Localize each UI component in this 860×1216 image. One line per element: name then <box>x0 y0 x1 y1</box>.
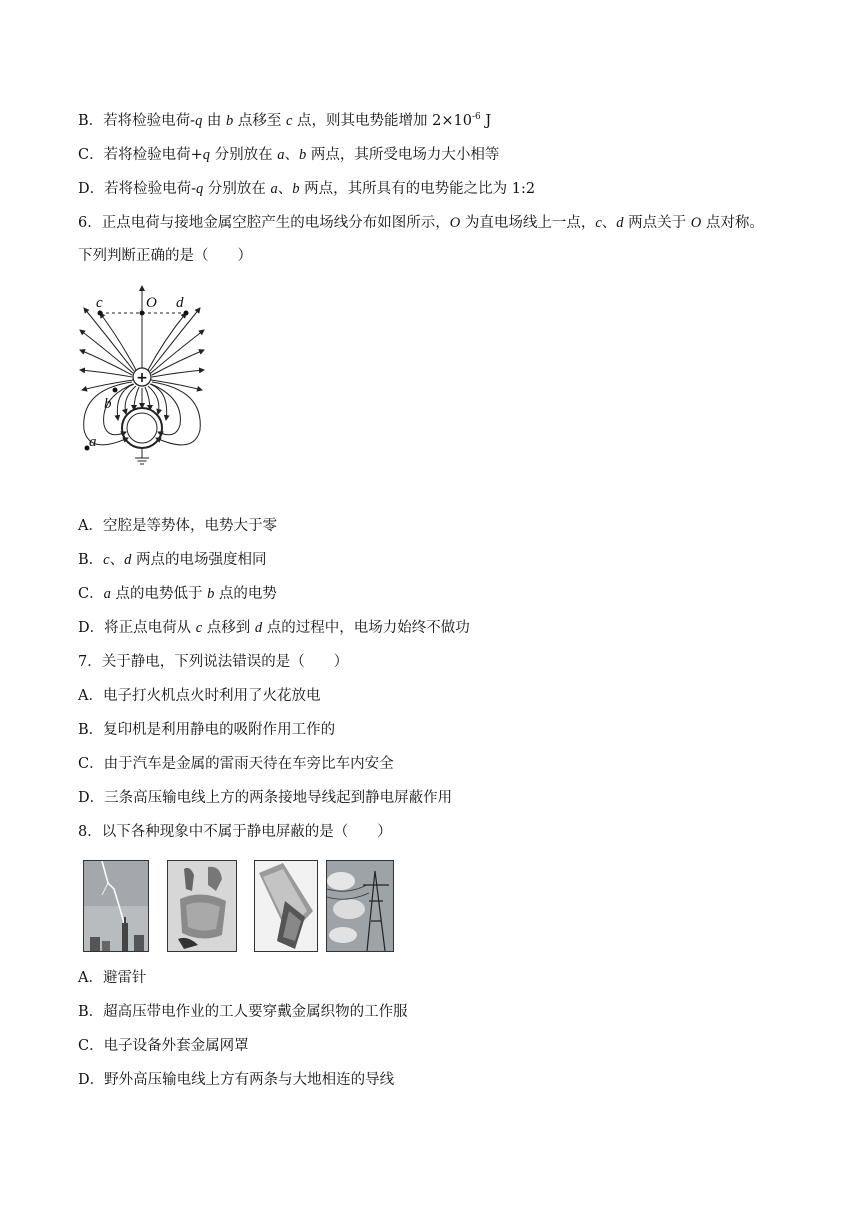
figure-label-d: d <box>176 295 184 311</box>
q5-option-b: B．若将检验电荷-q 由 b 点移至 c 点，则其电势能增加 $2\times 10^{-6}$ J <box>78 112 492 129</box>
q7-option-b: B．复印机是利用静电的吸附作用工作的 <box>78 722 336 738</box>
q6-option-a: A．空腔是等势体，电势大于零 <box>78 518 277 534</box>
mesh-cover-photo <box>254 860 318 952</box>
figure-label-O: O <box>146 295 157 311</box>
q8-stem: 8．以下各种现象中不属于静电屏蔽的是（ ） <box>78 824 392 840</box>
q8-option-c: C．电子设备外套金属网罩 <box>78 1038 249 1054</box>
power-line-photo <box>326 860 394 952</box>
q8-option-a: A．避雷针 <box>78 970 147 986</box>
figure-label-plus: + <box>136 370 148 386</box>
q5-option-d: D．若将检验电荷-q 分别放在 a、b 两点，其所具有的电势能之比为 1:2 <box>78 181 536 197</box>
figure-label-b: b <box>104 396 112 412</box>
q8-option-d: D．野外高压输电线上方有两条与大地相连的导线 <box>78 1072 395 1088</box>
q6-stem-line2: 下列判断正确的是（ ） <box>78 248 252 264</box>
q5-option-c: C．若将检验电荷+q 分别放在 a、b 两点，其所受电场力大小相等 <box>78 147 500 163</box>
q7-option-d: D．三条高压输电线上方的两条接地导线起到静电屏蔽作用 <box>78 790 453 806</box>
q7-option-a: A．电子打火机点火时利用了火花放电 <box>78 688 321 704</box>
q7-stem: 7．关于静电，下列说法错误的是（ ） <box>78 654 349 670</box>
field-lines-figure <box>70 280 230 470</box>
q6-option-b: B．c、d 两点的电场强度相同 <box>78 552 267 568</box>
q6-stem-line1: 6．正点电荷与接地金属空腔产生的电场线分布如图所示，O 为直电场线上一点，c、d 两点关于 O 点对称。 <box>78 215 764 231</box>
q7-option-c: C．由于汽车是金属的雷雨天待在车旁比车内安全 <box>78 756 394 772</box>
q6-option-d: D．将正点电荷从 c 点移到 d 点的过程中，电场力始终不做功 <box>78 620 470 636</box>
lightning-photo <box>83 860 149 952</box>
q8-option-b: B．超高压带电作业的工人要穿戴金属织物的工作服 <box>78 1004 408 1020</box>
work-suit-photo <box>167 860 237 952</box>
figure-label-a: a <box>89 434 97 450</box>
q6-option-c: C．a 点的电势低于 b 点的电势 <box>78 586 277 602</box>
figure-label-c: c <box>96 295 103 311</box>
